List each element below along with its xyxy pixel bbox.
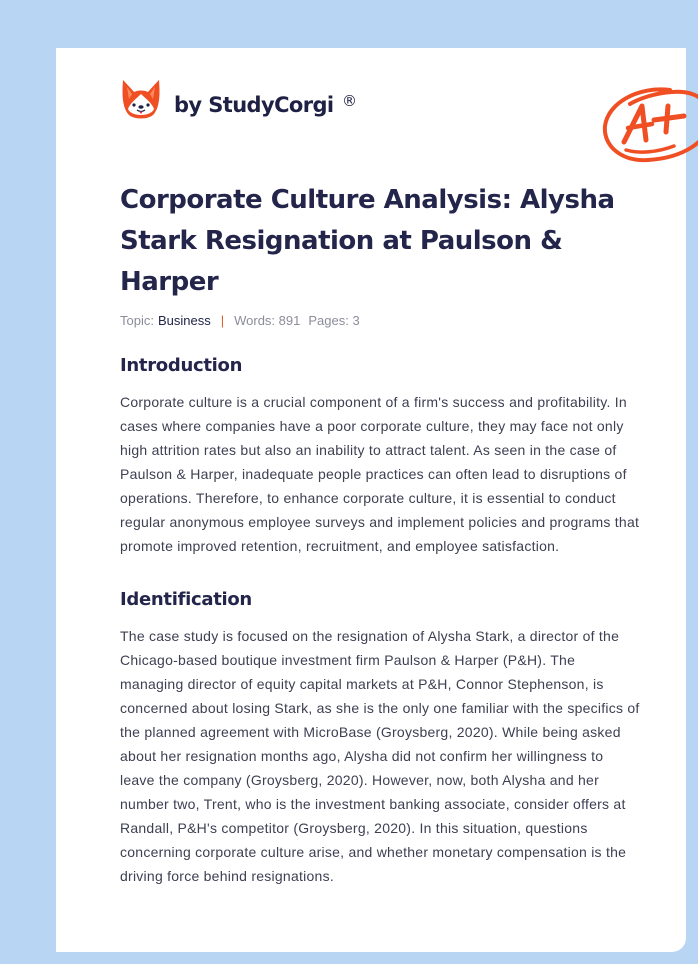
studycorgi-logo[interactable]: [120, 76, 357, 122]
document-card: [56, 48, 686, 952]
section-heading-identification: Identification: [120, 589, 252, 610]
a-plus-grade-icon: [600, 84, 698, 168]
article-meta: [120, 313, 640, 328]
meta-separator: |: [220, 313, 225, 328]
page-header: [120, 74, 650, 144]
topic-link[interactable]: Business: [157, 313, 211, 328]
topic-label: Topic:: [120, 313, 154, 328]
section-heading-introduction: Introduction: [120, 355, 243, 376]
word-count: Words: 891: [234, 313, 301, 328]
article-content: [120, 180, 640, 888]
corgi-icon: [120, 76, 162, 122]
brand-name: by StudyCorgi: [174, 93, 334, 117]
registered-mark: ®: [342, 92, 357, 110]
section-paragraph-introduction: Corporate culture is a crucial component of a firm's success and profitability. In cases where companies have a poor corporate culture, they may face not only high attrition rates but also an inability to attract talent. As seen in the case of Paulson & Harper, inadequate people practices can often lead to disruptions of operations. Therefore, to enhance corporate culture, it is essential to conduct regular anonymous employee surveys and implement policies and programs that promote improved retention, recruitment, and employee satisfaction.: [120, 394, 640, 554]
article-title: Corporate Culture Analysis: Alysha Stark Resignation at Paulson & Harper: [120, 185, 615, 297]
page-count: Pages: 3: [308, 313, 360, 328]
section-paragraph-identification: The case study is focused on the resignation of Alysha Stark, a director of the Chicago-based boutique investment firm Paulson & Harper (P&H). The managing director of equity capital markets at P&H, Connor Stephenson, is concerned about losing Stark, as she is the only one familiar with the specifics of the planned agreement with MicroBase (Groysberg, 2020). While being asked about her resignation months ago, Alysha did not confirm her willingness to leave the company (Groysberg, 2020). However, now, both Alysha and her number two, Trent, who is the investment banking associate, consider offers at Randall, P&H's competitor (Groysberg, 2020). In this situation, questions concerning corporate culture arise, and whether monetary compensation is the driving force behind resignations.: [120, 628, 640, 884]
